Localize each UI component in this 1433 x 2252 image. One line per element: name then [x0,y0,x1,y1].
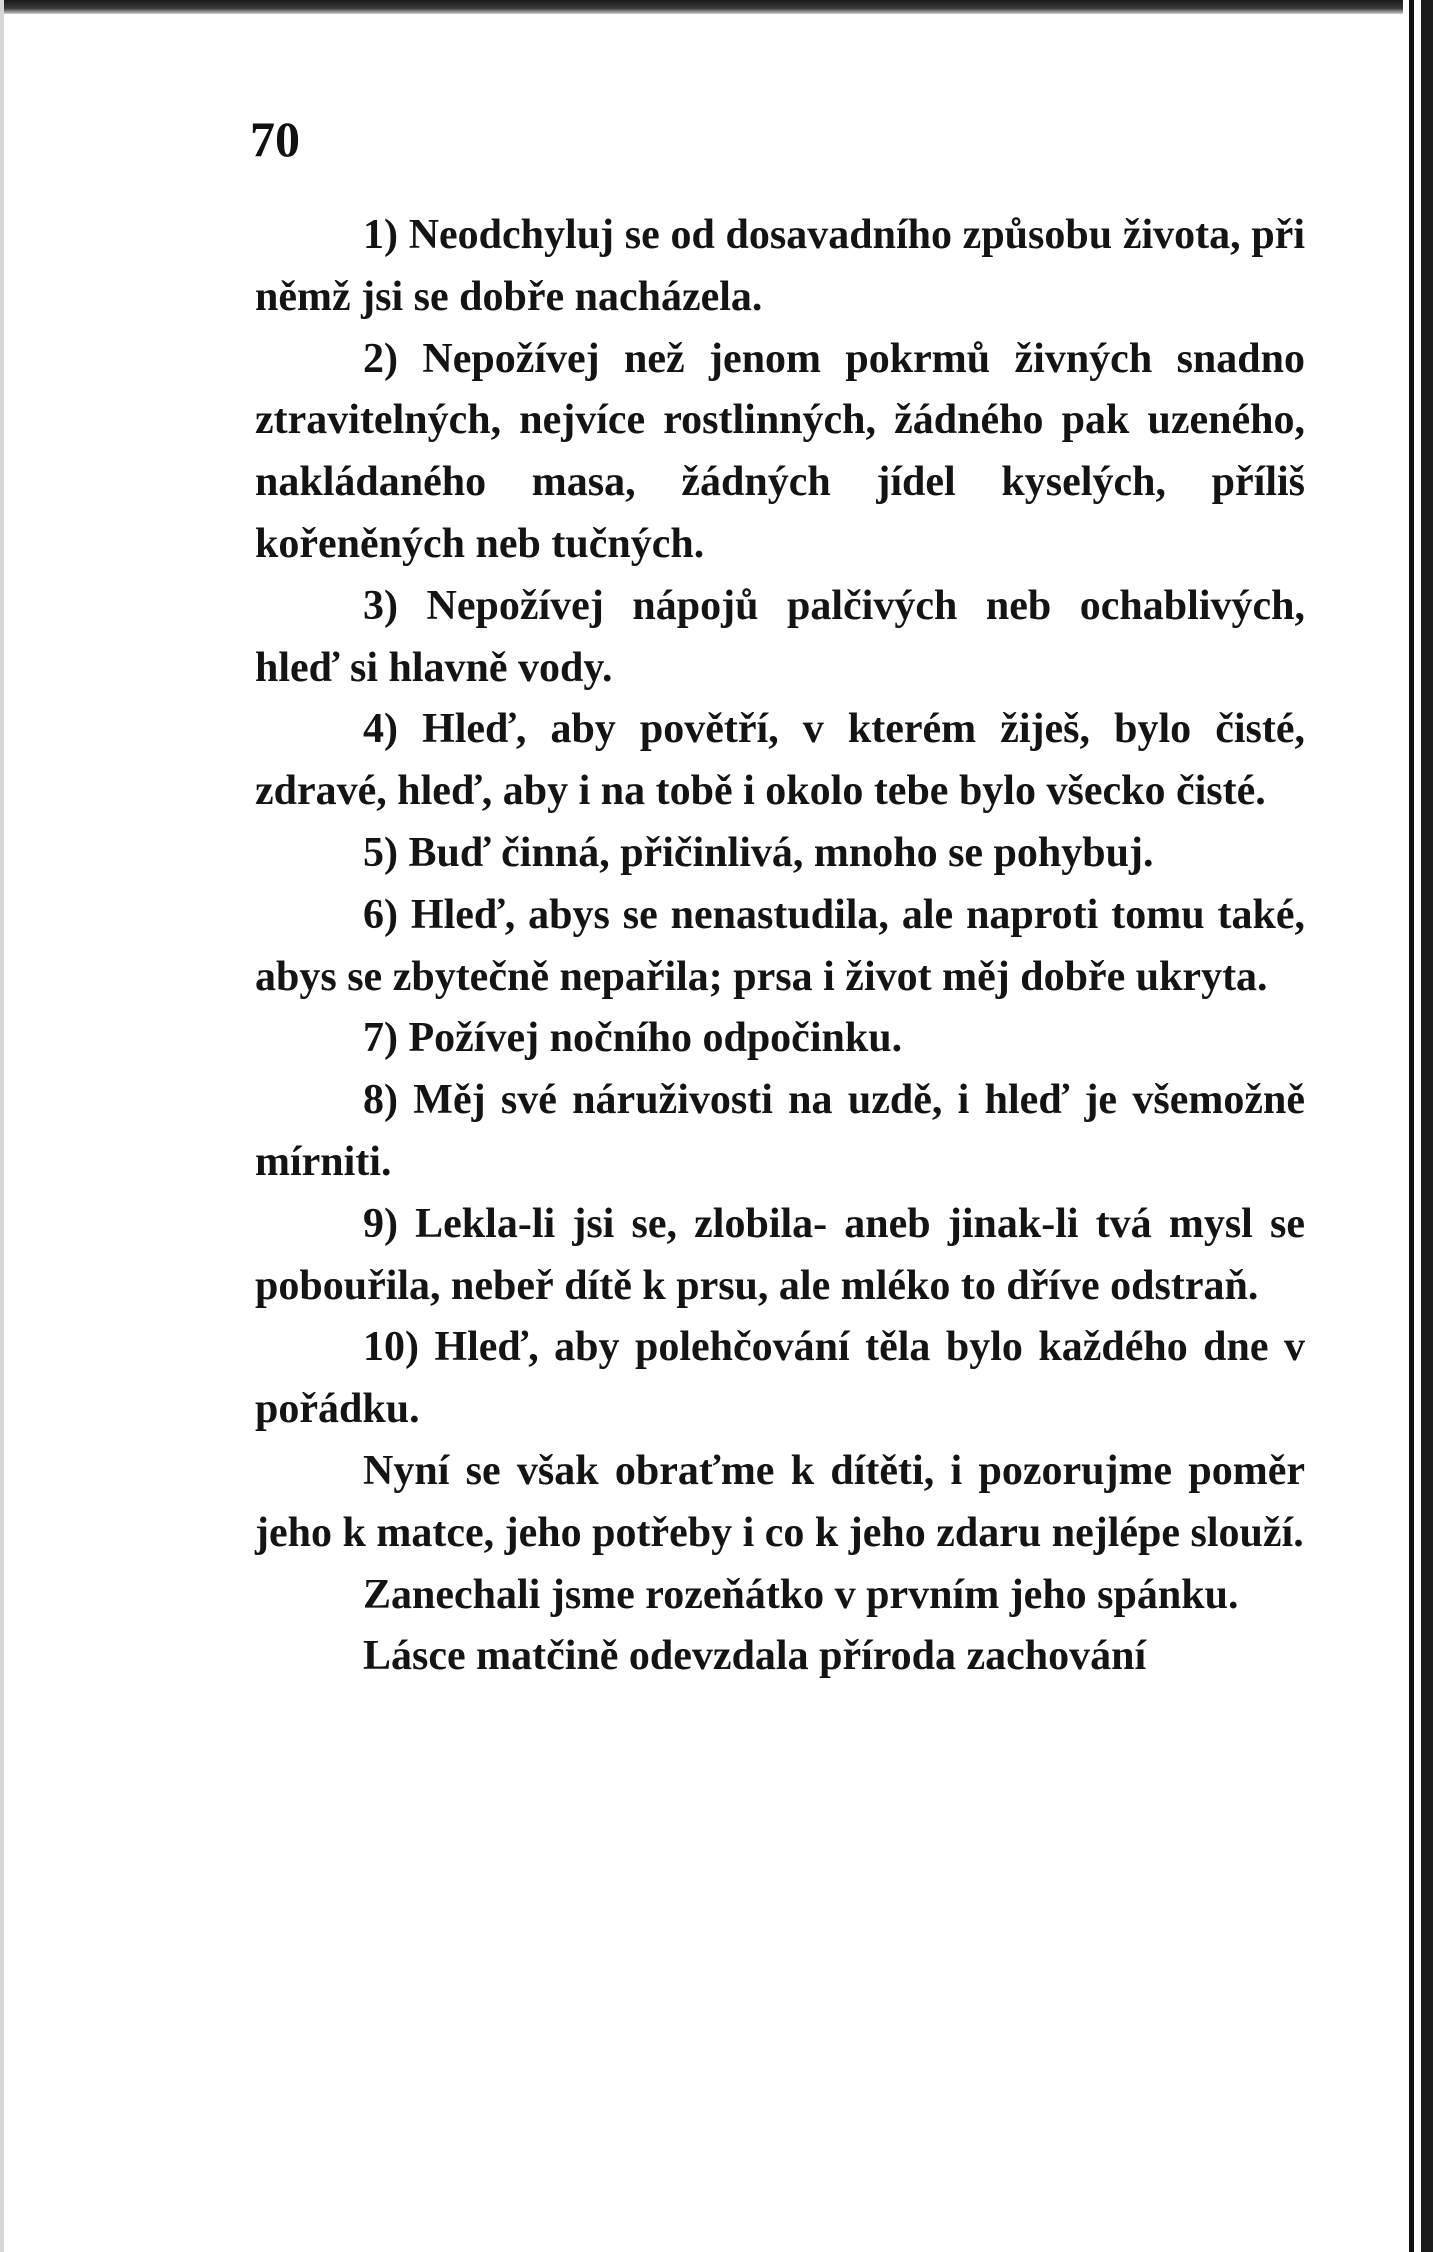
page-right-edge [1403,0,1433,2252]
page-number: 70 [250,111,300,167]
page-left-edge [0,0,4,2252]
paragraph-5: 5) Buď činná, přičinlivá, mnoho se pohybuj. [363,829,1154,876]
paragraph-13: Lásce matčině odevzdala příroda zachování [363,1633,1147,1680]
paragraph-11: Nyní se však obraťme k dítěti, i pozorujme poměr jeho k matce, jeho potřeby i co k jeho zdaru nejlépe slouží. [255,1447,1305,1556]
paragraph-10: 10) Hleď, aby polehčování těla bylo každého dne v pořádku. [255,1324,1305,1433]
paragraph-7: 7) Požívej nočního odpočinku. [363,1015,903,1062]
paragraph-8: 8) Měj své náruživosti na uzdě, i hleď je všemožně mírniti. [255,1077,1305,1185]
paragraph-1: 1) Neodchyluj se od dosavadního způsobu života, při němž jsi se dobře nacházela. [255,212,1305,320]
paragraph-2: 2) Nepožívej než jenom pokrmů živných snadno ztravitelných, nejvíce rostlinných, žádného pak uzeného, nakládaného masa, žádných jídel kyselých, příliš kořeněných neb tučných. [255,335,1305,567]
paragraph-6: 6) Hleď, abys se nenastudila, ale naproti tomu také, abys se zbytečně nepařila; prsa i život měj dobře ukryta. [255,891,1305,1000]
paragraph-12: Zanechali jsme rozeňátko v prvním jeho spánku. [363,1571,1239,1618]
body-text [255,205,1305,1688]
paragraph-3: 3) Nepožívej nápojů palčivých neb ochablivých, hleď si hlavně vody. [255,582,1305,691]
paragraph-9: 9) Lekla-li jsi se, zlobila- aneb jinak-li tvá mysl se pobouřila, nebeř dítě k prsu, ale mléko to dříve odstraň. [255,1200,1305,1309]
page-top-edge [0,0,1433,14]
paragraph-4: 4) Hleď, aby povětří, v kterém žiješ, bylo čisté, zdravé, hleď, aby i na tobě i okolo tebe bylo všecko čisté. [255,706,1305,815]
